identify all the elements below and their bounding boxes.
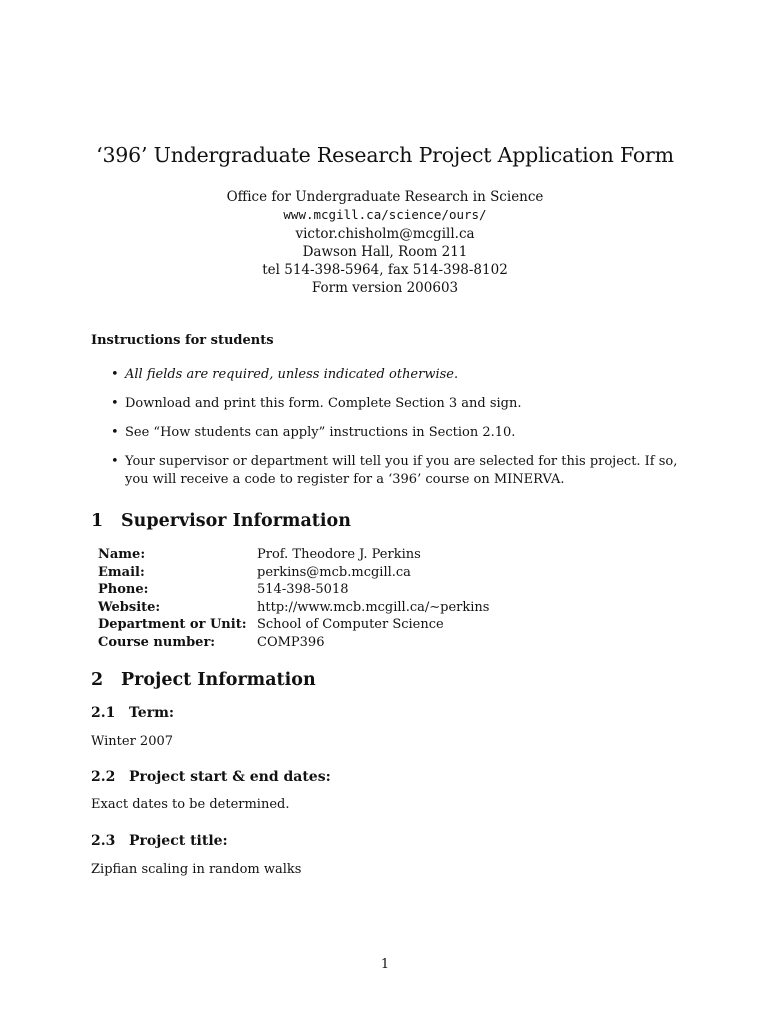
- bullet-icon: •: [111, 367, 119, 382]
- section-number: 2: [91, 670, 104, 690]
- subsection-2-2-heading: 2.2 Project start & end dates:: [91, 769, 331, 785]
- office-email: victor.chisholm@mcgill.ca: [295, 225, 475, 242]
- instructions-list: [111, 366, 701, 500]
- office-phone-fax: tel 514-398-5964, fax 514-398-8102: [262, 262, 508, 279]
- subsection-2-3-heading: 2.3 Project title:: [91, 833, 228, 849]
- section-1-heading: [91, 511, 351, 531]
- office-name: Office for Undergraduate Research in Science: [226, 189, 544, 205]
- info-row-department: Department or Unit: School of Computer Science: [98, 617, 444, 633]
- section-2-heading: [91, 670, 316, 690]
- page-number: 1: [380, 957, 390, 972]
- info-row-website: Website: http://www.mcb.mcgill.ca/∼perkins: [98, 599, 490, 615]
- project-dates-value: Exact dates to be determined.: [91, 797, 290, 812]
- office-header: [0, 188, 770, 298]
- subsection-2-1-heading: 2.1 Term:: [91, 705, 175, 721]
- instructions-heading: Instructions for students: [91, 333, 274, 348]
- info-row-phone: Phone: 514-398-5018: [98, 582, 349, 598]
- bullet-icon: •: [111, 396, 119, 411]
- section-title: Project Information: [121, 670, 316, 690]
- instruction-item: • See “How students can apply” instructions in Section 2.10.: [111, 425, 516, 440]
- office-url: www.mcgill.ca/science/ours/: [283, 207, 487, 223]
- section-number: 1: [91, 511, 104, 531]
- term-value: Winter 2007: [91, 734, 174, 749]
- instruction-item: • All fields are required, unless indicated otherwise.: [111, 367, 459, 382]
- instruction-item: • Download and print this form. Complete Section 3 and sign.: [111, 396, 522, 411]
- office-address: Dawson Hall, Room 211: [302, 243, 468, 260]
- info-row-course: Course number: COMP396: [98, 634, 325, 650]
- info-row-email: Email: perkins@mcb.mcgill.ca: [98, 564, 411, 580]
- info-row-name: Name: Prof. Theodore J. Perkins: [98, 547, 421, 562]
- form-title: ‘396’ Undergraduate Research Project Application Form: [96, 143, 674, 167]
- bullet-icon: •: [111, 425, 119, 440]
- supervisor-info-table: [98, 546, 489, 652]
- instruction-item: • Your supervisor or department will tell you if you are selected for this project. If so, you will receive a code to register for a ‘396’ course on MINERVA.: [111, 454, 678, 487]
- bullet-icon: •: [111, 454, 119, 469]
- form-version: Form version 200603: [311, 280, 459, 297]
- section-title: Supervisor Information: [121, 511, 351, 531]
- project-title-value: Zipfian scaling in random walks: [91, 862, 302, 877]
